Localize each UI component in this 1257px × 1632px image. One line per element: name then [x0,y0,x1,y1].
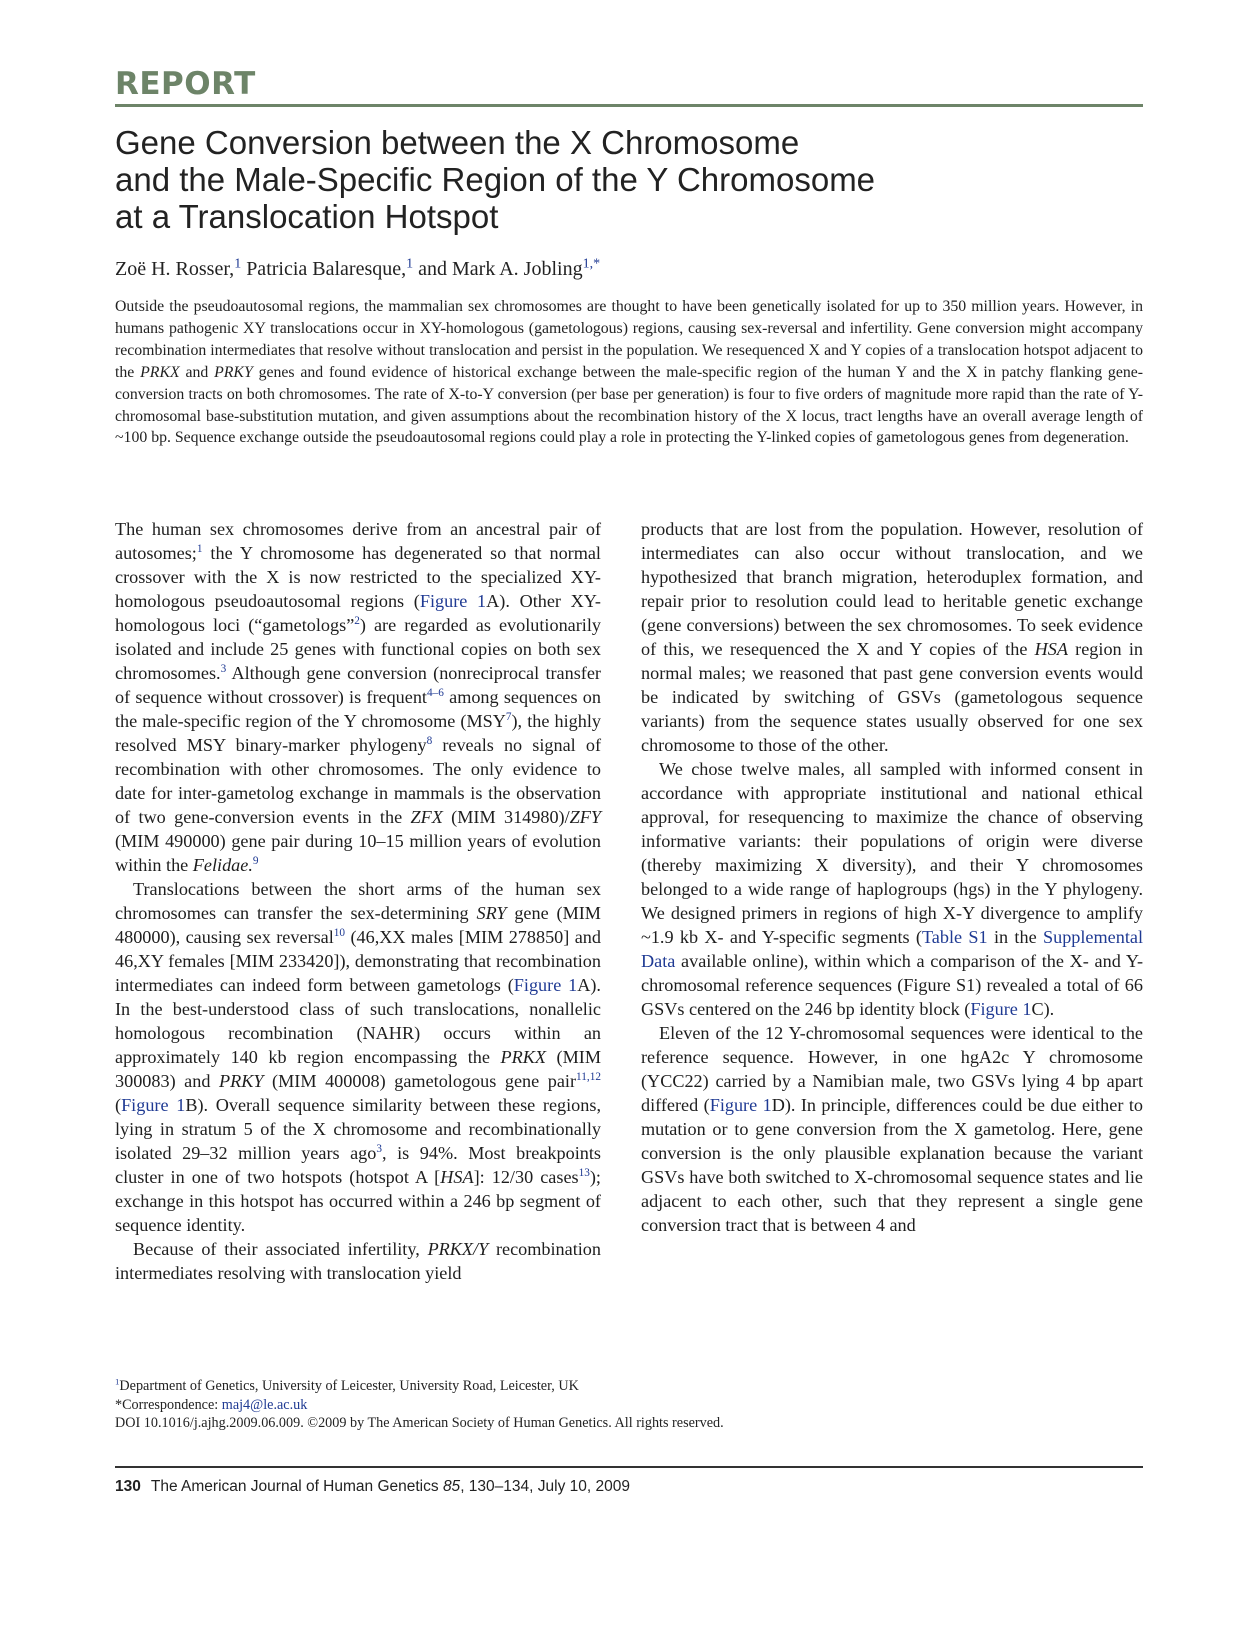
department: Department of Genetics, University of Leicester, University Road, Leicester, UK [119,1378,579,1394]
figure-link[interactable]: Figure 1 [419,591,487,611]
volume-number: 85 [442,1478,461,1495]
supplemental-link[interactable]: Supplemental Data [641,927,1143,971]
citation-ref[interactable]: 3 [376,1142,383,1155]
gene-name: HSA [440,1167,474,1187]
paragraph [641,757,1143,1021]
header-rule [115,104,1143,107]
body-text: (MIM 314980)/ [442,807,570,827]
gene-name: HSA [1034,639,1068,659]
body-text: We chose twelve males, all sampled with informed consent in accordance with appropriate institutional and national ethical approval, for resequencing to maximize the chance of observing informative variants: their populations of origin were diverse (thereby maximizing X diversity), and their Y chromosomes belonged to a wide range of haplogroups (hgs) in the Y phylogeny. We designed primers in regions of high X-Y divergence to amplify ~1.9 kb X- and Y-specific segments ( [641,759,1143,947]
body-text: in the [987,927,1043,947]
abstract-text: genes and found evidence of historical exchange between the male-specific region of the human Y and the X in patchy flanking gene-conversion tracts on both chromosomes. The rate of X-to-Y conversion (per base per generation) is four to five orders of magnitude more rapid than the rate of Y-chromosomal base-substitution mutation, and given assumptions about the recombination history of the X locus, tract lengths have an overall average length of ~100 bp. Sequence exchange outside the pseudoautosomal regions could play a role in protecting the Y-linked copies of gametologous genes from degeneration. [115,363,1143,447]
table-link[interactable]: Table S1 [921,927,988,947]
correspondence-label: *Correspondence: [115,1396,222,1413]
gene-name: PRKX [140,363,180,381]
body-text: (MIM 490000) gene pair during 10–15 million years of evolution within the [115,831,601,875]
figure-link[interactable]: Figure 1 [709,1095,772,1115]
citation-ref[interactable]: 3 [220,662,227,675]
body-text: (MIM 400008) gametologous gene pair [263,1071,577,1091]
pages-date: , 130–134, July 10, 2009 [460,1478,630,1495]
body-text: available online), within which a comparison of the X- and Y-chromosomal reference sequences (Figure S1) revealed a total of 66 GSVs centered on the 246 bp identity block ( [641,951,1143,1019]
body-text: gene (MIM 480000), causing sex reversal [115,903,601,947]
gene-name: ZFY [569,807,601,827]
body-text: Translocations between the short arms of the human sex chromosomes can transfer the sex-determining [115,879,601,923]
author-name: Patricia Balaresque, [246,258,407,280]
body-text: The human sex chromosomes derive from an ancestral pair of autosomes; [115,519,601,563]
author-conjunction: and [418,258,448,280]
body-text: region in normal males; we reasoned that past gene conversion events would be indicated by switching of GSVs (gametologous sequence variants) from the sequence states usually observed for one sex chromosome to those of the other. [641,639,1143,755]
citation-ref[interactable]: 13 [578,1166,590,1179]
body-text: Eleven of the 12 Y-chromosomal sequences were identical to the reference sequence. However, in one hgA2c Y chromosome (YCC22) carried by a Namibian male, two GSVs lying 4 bp apart differed ( [641,1023,1143,1115]
author-name: Mark A. Jobling [452,258,583,280]
citation-ref[interactable]: 7 [505,710,512,723]
figure-link[interactable]: Figure 1 [121,1095,186,1115]
body-text: ) are regarded as evolutionarily isolated and include 25 genes with functional copies on both sex chromosomes. [115,615,601,683]
gene-name: PRKY [219,1071,264,1091]
citation-ref[interactable]: 8 [426,734,433,747]
paragraph [115,1237,601,1285]
body-text: (MIM 300083) and [115,1047,601,1091]
body-text: C). [1031,999,1055,1019]
paragraph [115,517,601,877]
body-text: D). In principle, differences could be due either to mutation or to gene conversion from the X gametolog. Here, gene conversion is the only plausible explanation because the variant GSVs have both switched to X-chromosomal sequence states and lie adjacent to each other, such that they represent a single gene conversion tract that is between 4 and [641,1095,1143,1235]
author-name: Zoë H. Rosser, [115,258,235,280]
abstract [115,296,1143,449]
body-text: ); exchange in this hotspot has occurred within a 246 bp segment of sequence identity. [115,1167,601,1235]
citation-ref[interactable]: 11,12 [576,1070,601,1083]
body-text: recombination intermediates resolving with translocation yield [115,1239,601,1283]
gene-name: PRKX/Y [427,1239,489,1259]
paragraph [115,877,601,1237]
citation-ref[interactable]: 10 [333,926,346,939]
citation-ref[interactable]: 4–6 [426,686,444,699]
taxon-name: Felidae. [192,855,253,875]
figure-link[interactable]: Figure 1 [970,999,1032,1019]
paragraph [641,1021,1143,1237]
body-column-left [115,517,601,1285]
body-text: A). Other XY-homologous loci (“gametologs” [115,591,601,635]
page-number: 130 [115,1478,141,1495]
body-text: ]: 12/30 cases [473,1167,579,1187]
affiliation-ref[interactable]: 1 [406,256,414,272]
body-text: ), the highly resolved MSY binary-marker phylogeny [115,711,601,755]
abstract-text: Outside the pseudoautosomal regions, the mammalian sex chromosomes are thought to have been genetically isolated for up to 350 million years. However, in humans pathogenic XY translocations occur in XY-homologous (gametologous) regions, causing sex-reversal and infertility. Gene conversion might accompany recombination intermediates that resolve without translocation and persist in the population. We resequenced X and Y copies of a translocation hotspot adjacent to the [115,298,1143,381]
body-text: among sequences on the male-specific region of the Y chromosome (MSY [115,687,601,731]
correspondence-email-link[interactable]: maj4@le.ac.uk [221,1396,308,1413]
body-text: the Y chromosome has degenerated so that normal crossover with the X is now restricted to the specialized XY-homologous pseudoautosomal regions ( [115,543,601,611]
gene-name: SRY [476,903,507,923]
body-text: A). In the best-understood class of such translocations, nonallelic homologous recombination (NAHR) occurs within an approximately 140 kb region encompassing the [115,975,601,1067]
gene-name: ZFX [410,807,443,827]
page-footer [115,1478,630,1496]
affiliation-line [115,1377,1143,1396]
abstract-text: and [179,363,215,381]
author-list [115,258,600,281]
body-text: B). Overall sequence similarity between these regions, lying in stratum 5 of the X chromosome and recombinationally isolated 29–32 million years ago [115,1095,601,1163]
article-title [115,124,1015,235]
body-text: reveals no signal of recombination with other chromosomes. The only evidence to date for inter-gametolog exchange in mammals is the observation of two gene-conversion events in the [115,735,602,827]
body-text: Although gene conversion (nonreciprocal transfer of sequence without crossover) is frequent [115,663,601,707]
title-line: at a Translocation Hotspot [115,198,499,235]
citation-ref[interactable]: 9 [252,854,259,867]
figure-link[interactable]: Figure 1 [513,975,578,995]
doi-line: DOI 10.1016/j.ajhg.2009.06.009. ©2009 by The American Society of Human Genetics. All rights reserved. [115,1415,724,1431]
body-column-right [641,517,1143,1237]
body-text: (46,XX males [MIM 278850] and 46,XY females [MIM 233420]), demonstrating that recombination intermediates can indeed form between gametologs ( [115,927,601,995]
footer-rule [115,1466,1143,1468]
title-line: and the Male-Specific Region of the Y Chromosome [115,161,876,198]
affiliation-marker: 1 [115,1376,120,1387]
correspondence-line [115,1396,1143,1415]
affiliation-ref[interactable]: 1,* [582,256,601,272]
affiliations [115,1377,1143,1433]
title-line: Gene Conversion between the X Chromosome [115,124,800,161]
affiliation-ref[interactable]: 1 [234,256,242,272]
gene-name: PRKY [214,363,253,381]
gene-name: PRKX [500,1047,546,1067]
body-text: , is 94%. Most breakpoints cluster in one of two hotspots (hotspot A [ [115,1143,601,1187]
body-text: ( [115,1095,122,1115]
citation-ref[interactable]: 1 [196,542,203,555]
body-text: Because of their associated infertility, [133,1239,428,1259]
body-text: products that are lost from the population. However, resolution of intermediates can also occur without translocation, and we hypothesized that branch migration, heteroduplex formation, and repair prior to resolution could lead to heritable genetic exchange (gene conversions) between the sex chromosomes. To seek evidence of this, we resequenced the X and Y copies of the [641,519,1143,659]
journal-name: The American Journal of Human Genetics [150,1478,443,1495]
paragraph [641,517,1143,757]
section-label: REPORT [115,66,256,102]
citation-ref[interactable]: 2 [354,614,360,627]
